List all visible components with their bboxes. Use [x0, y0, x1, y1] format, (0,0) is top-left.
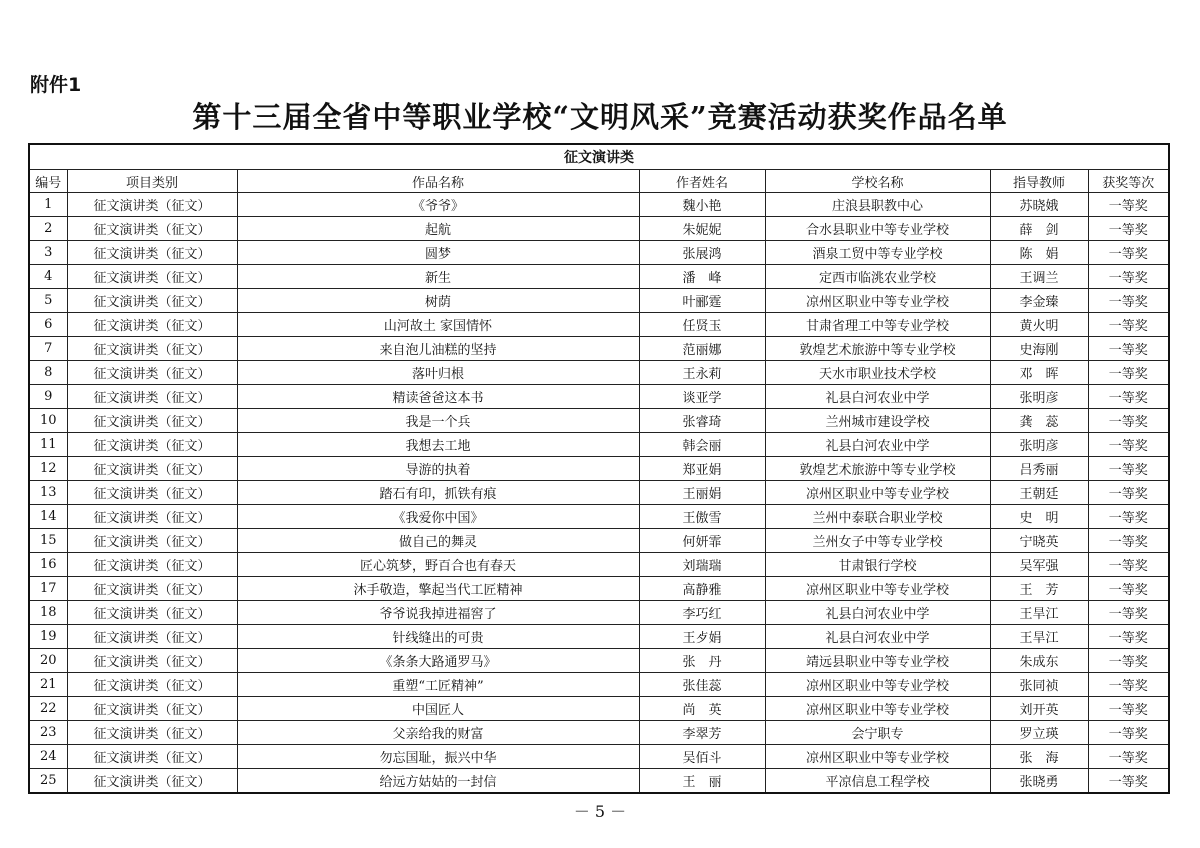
cell-award: 一等奖 [1088, 721, 1169, 745]
cell-teacher: 张晓勇 [990, 769, 1088, 794]
cell-teacher: 刘开英 [990, 697, 1088, 721]
cell-number: 15 [29, 529, 67, 553]
cell-school: 敦煌艺术旅游中等专业学校 [765, 457, 990, 481]
cell-author: 李翠芳 [639, 721, 765, 745]
cell-school: 凉州区职业中等专业学校 [765, 481, 990, 505]
cell-category: 征文演讲类（征文） [67, 745, 237, 769]
cell-number: 16 [29, 553, 67, 577]
cell-author: 高静雅 [639, 577, 765, 601]
cell-work-title: 爷爷说我掉进福窖了 [237, 601, 639, 625]
cell-category: 征文演讲类（征文） [67, 289, 237, 313]
cell-category: 征文演讲类（征文） [67, 673, 237, 697]
cell-number: 25 [29, 769, 67, 794]
cell-number: 20 [29, 649, 67, 673]
cell-school: 礼县白河农业中学 [765, 433, 990, 457]
cell-school: 天水市职业技术学校 [765, 361, 990, 385]
cell-work-title: 导游的执着 [237, 457, 639, 481]
cell-category: 征文演讲类（征文） [67, 337, 237, 361]
cell-author: 张展鸿 [639, 241, 765, 265]
cell-author: 王歺娟 [639, 625, 765, 649]
cell-teacher: 朱成东 [990, 649, 1088, 673]
table-row [29, 577, 1169, 601]
cell-number: 23 [29, 721, 67, 745]
cell-school: 定西市临洮农业学校 [765, 265, 990, 289]
cell-author: 郑亚娟 [639, 457, 765, 481]
cell-work-title: 给远方姑姑的一封信 [237, 769, 639, 794]
cell-author: 尚 英 [639, 697, 765, 721]
cell-author: 范丽娜 [639, 337, 765, 361]
section-title: 征文演讲类 [29, 144, 1169, 170]
cell-work-title: 针线缝出的可贵 [237, 625, 639, 649]
cell-category: 征文演讲类（征文） [67, 217, 237, 241]
cell-teacher: 史 明 [990, 505, 1088, 529]
cell-category: 征文演讲类（征文） [67, 721, 237, 745]
cell-category: 征文演讲类（征文） [67, 409, 237, 433]
cell-category: 征文演讲类（征文） [67, 649, 237, 673]
cell-author: 谈亚学 [639, 385, 765, 409]
cell-number: 9 [29, 385, 67, 409]
cell-work-title: 沐手敬造，擎起当代工匠精神 [237, 577, 639, 601]
cell-number: 6 [29, 313, 67, 337]
cell-teacher: 王调兰 [990, 265, 1088, 289]
table-row [29, 673, 1169, 697]
cell-work-title: 山河故土 家国情怀 [237, 313, 639, 337]
table-row [29, 601, 1169, 625]
cell-teacher: 王 芳 [990, 577, 1088, 601]
header-work-title: 作品名称 [237, 170, 639, 193]
cell-work-title: 父亲给我的财富 [237, 721, 639, 745]
cell-category: 征文演讲类（征文） [67, 433, 237, 457]
table-row [29, 721, 1169, 745]
cell-category: 征文演讲类（征文） [67, 577, 237, 601]
cell-award: 一等奖 [1088, 457, 1169, 481]
table-row [29, 505, 1169, 529]
cell-number: 19 [29, 625, 67, 649]
cell-category: 征文演讲类（征文） [67, 313, 237, 337]
cell-teacher: 邓 晖 [990, 361, 1088, 385]
cell-number: 5 [29, 289, 67, 313]
cell-school: 凉州区职业中等专业学校 [765, 289, 990, 313]
table-row [29, 385, 1169, 409]
cell-number: 17 [29, 577, 67, 601]
cell-award: 一等奖 [1088, 601, 1169, 625]
table-row [29, 625, 1169, 649]
cell-award: 一等奖 [1088, 505, 1169, 529]
cell-award: 一等奖 [1088, 697, 1169, 721]
cell-school: 礼县白河农业中学 [765, 601, 990, 625]
table-row [29, 337, 1169, 361]
cell-school: 敦煌艺术旅游中等专业学校 [765, 337, 990, 361]
cell-work-title: 树荫 [237, 289, 639, 313]
cell-teacher: 吕秀丽 [990, 457, 1088, 481]
cell-award: 一等奖 [1088, 193, 1169, 217]
cell-author: 任贤玉 [639, 313, 765, 337]
table-row [29, 361, 1169, 385]
cell-award: 一等奖 [1088, 337, 1169, 361]
cell-author: 朱妮妮 [639, 217, 765, 241]
cell-teacher: 李金臻 [990, 289, 1088, 313]
cell-school: 兰州中泰联合职业学校 [765, 505, 990, 529]
cell-number: 11 [29, 433, 67, 457]
cell-author: 张 丹 [639, 649, 765, 673]
cell-category: 征文演讲类（征文） [67, 193, 237, 217]
cell-teacher: 黄火明 [990, 313, 1088, 337]
table-row [29, 745, 1169, 769]
cell-school: 兰州女子中等专业学校 [765, 529, 990, 553]
cell-author: 王永莉 [639, 361, 765, 385]
cell-author: 叶郦霆 [639, 289, 765, 313]
cell-author: 魏小艳 [639, 193, 765, 217]
table-row [29, 241, 1169, 265]
cell-teacher: 张明彦 [990, 433, 1088, 457]
header-author: 作者姓名 [639, 170, 765, 193]
cell-author: 何妍霏 [639, 529, 765, 553]
cell-school: 礼县白河农业中学 [765, 385, 990, 409]
cell-school: 甘肃银行学校 [765, 553, 990, 577]
cell-category: 征文演讲类（征文） [67, 385, 237, 409]
cell-work-title: 圆梦 [237, 241, 639, 265]
cell-author: 王丽娟 [639, 481, 765, 505]
cell-work-title: 踏石有印，抓铁有痕 [237, 481, 639, 505]
cell-work-title: 中国匠人 [237, 697, 639, 721]
cell-author: 张睿琦 [639, 409, 765, 433]
cell-number: 4 [29, 265, 67, 289]
cell-author: 张佳蕊 [639, 673, 765, 697]
cell-school: 合水县职业中等专业学校 [765, 217, 990, 241]
table-row [29, 313, 1169, 337]
table-row [29, 409, 1169, 433]
cell-teacher: 史海刚 [990, 337, 1088, 361]
cell-school: 酒泉工贸中等专业学校 [765, 241, 990, 265]
cell-teacher: 陈 娟 [990, 241, 1088, 265]
header-award: 获奖等次 [1088, 170, 1169, 193]
cell-award: 一等奖 [1088, 529, 1169, 553]
table-row [29, 481, 1169, 505]
cell-number: 10 [29, 409, 67, 433]
cell-work-title: 起航 [237, 217, 639, 241]
cell-school: 凉州区职业中等专业学校 [765, 745, 990, 769]
cell-award: 一等奖 [1088, 433, 1169, 457]
table-row [29, 457, 1169, 481]
cell-category: 征文演讲类（征文） [67, 265, 237, 289]
cell-award: 一等奖 [1088, 649, 1169, 673]
cell-work-title: 落叶归根 [237, 361, 639, 385]
cell-school: 靖远县职业中等专业学校 [765, 649, 990, 673]
cell-award: 一等奖 [1088, 673, 1169, 697]
cell-award: 一等奖 [1088, 313, 1169, 337]
cell-award: 一等奖 [1088, 289, 1169, 313]
cell-number: 24 [29, 745, 67, 769]
cell-number: 1 [29, 193, 67, 217]
cell-school: 凉州区职业中等专业学校 [765, 697, 990, 721]
cell-number: 13 [29, 481, 67, 505]
header-row [29, 170, 1169, 193]
cell-teacher: 王旱江 [990, 625, 1088, 649]
cell-teacher: 龚 蕊 [990, 409, 1088, 433]
cell-award: 一等奖 [1088, 769, 1169, 794]
cell-category: 征文演讲类（征文） [67, 625, 237, 649]
table-row [29, 529, 1169, 553]
table-row [29, 433, 1169, 457]
cell-teacher: 张明彦 [990, 385, 1088, 409]
cell-school: 甘肃省理工中等专业学校 [765, 313, 990, 337]
table-row [29, 553, 1169, 577]
cell-work-title: 勿忘国耻，振兴中华 [237, 745, 639, 769]
cell-award: 一等奖 [1088, 265, 1169, 289]
cell-award: 一等奖 [1088, 553, 1169, 577]
cell-work-title: 我想去工地 [237, 433, 639, 457]
cell-school: 庄浪县职教中心 [765, 193, 990, 217]
header-teacher: 指导教师 [990, 170, 1088, 193]
cell-award: 一等奖 [1088, 481, 1169, 505]
cell-work-title: 我是一个兵 [237, 409, 639, 433]
table-row [29, 649, 1169, 673]
cell-number: 3 [29, 241, 67, 265]
cell-author: 潘 峰 [639, 265, 765, 289]
page-number: － 5 － [573, 802, 627, 821]
cell-work-title: 《条条大路通罗马》 [237, 649, 639, 673]
cell-number: 14 [29, 505, 67, 529]
cell-award: 一等奖 [1088, 625, 1169, 649]
cell-award: 一等奖 [1088, 385, 1169, 409]
cell-work-title: 新生 [237, 265, 639, 289]
cell-number: 21 [29, 673, 67, 697]
cell-number: 12 [29, 457, 67, 481]
cell-category: 征文演讲类（征文） [67, 601, 237, 625]
cell-category: 征文演讲类（征文） [67, 361, 237, 385]
cell-work-title: 做自己的舞灵 [237, 529, 639, 553]
cell-teacher: 张 海 [990, 745, 1088, 769]
cell-category: 征文演讲类（征文） [67, 697, 237, 721]
cell-work-title: 重塑“工匠精神” [237, 673, 639, 697]
cell-author: 韩会丽 [639, 433, 765, 457]
cell-work-title: 匠心筑梦，野百合也有春天 [237, 553, 639, 577]
cell-teacher: 张同祯 [990, 673, 1088, 697]
cell-category: 征文演讲类（征文） [67, 241, 237, 265]
cell-number: 8 [29, 361, 67, 385]
cell-number: 18 [29, 601, 67, 625]
cell-award: 一等奖 [1088, 241, 1169, 265]
cell-teacher: 苏晓娥 [990, 193, 1088, 217]
cell-award: 一等奖 [1088, 577, 1169, 601]
cell-school: 凉州区职业中等专业学校 [765, 577, 990, 601]
cell-work-title: 《我爱你中国》 [237, 505, 639, 529]
cell-school: 礼县白河农业中学 [765, 625, 990, 649]
cell-category: 征文演讲类（征文） [67, 529, 237, 553]
cell-teacher: 吴军强 [990, 553, 1088, 577]
cell-award: 一等奖 [1088, 217, 1169, 241]
cell-number: 22 [29, 697, 67, 721]
cell-school: 会宁职专 [765, 721, 990, 745]
table-row [29, 193, 1169, 217]
cell-teacher: 罗立瑛 [990, 721, 1088, 745]
cell-category: 征文演讲类（征文） [67, 553, 237, 577]
cell-work-title: 来自泡儿油糕的坚持 [237, 337, 639, 361]
cell-category: 征文演讲类（征文） [67, 505, 237, 529]
cell-category: 征文演讲类（征文） [67, 481, 237, 505]
table-row [29, 769, 1169, 794]
cell-school: 兰州城市建设学校 [765, 409, 990, 433]
cell-category: 征文演讲类（征文） [67, 769, 237, 794]
cell-author: 王傲雪 [639, 505, 765, 529]
header-number: 编号 [29, 170, 67, 193]
header-category: 项目类别 [67, 170, 237, 193]
cell-teacher: 宁晓英 [990, 529, 1088, 553]
cell-work-title: 《爷爷》 [237, 193, 639, 217]
cell-author: 王 丽 [639, 769, 765, 794]
cell-number: 7 [29, 337, 67, 361]
attachment-label: 附件1 [30, 74, 82, 96]
award-table [28, 143, 1170, 794]
table-row [29, 217, 1169, 241]
header-school: 学校名称 [765, 170, 990, 193]
page-title: 第十三届全省中等职业学校“文明风采”竞赛活动获奖作品名单 [192, 100, 1008, 134]
cell-category: 征文演讲类（征文） [67, 457, 237, 481]
cell-author: 吴佰斗 [639, 745, 765, 769]
cell-teacher: 薛 剑 [990, 217, 1088, 241]
table-row [29, 265, 1169, 289]
table-row [29, 697, 1169, 721]
cell-teacher: 王旱江 [990, 601, 1088, 625]
cell-number: 2 [29, 217, 67, 241]
cell-school: 平凉信息工程学校 [765, 769, 990, 794]
cell-school: 凉州区职业中等专业学校 [765, 673, 990, 697]
cell-work-title: 精读爸爸这本书 [237, 385, 639, 409]
cell-award: 一等奖 [1088, 409, 1169, 433]
cell-author: 刘瑞瑞 [639, 553, 765, 577]
cell-author: 李巧红 [639, 601, 765, 625]
cell-teacher: 王朝廷 [990, 481, 1088, 505]
cell-award: 一等奖 [1088, 361, 1169, 385]
cell-award: 一等奖 [1088, 745, 1169, 769]
table-row [29, 289, 1169, 313]
